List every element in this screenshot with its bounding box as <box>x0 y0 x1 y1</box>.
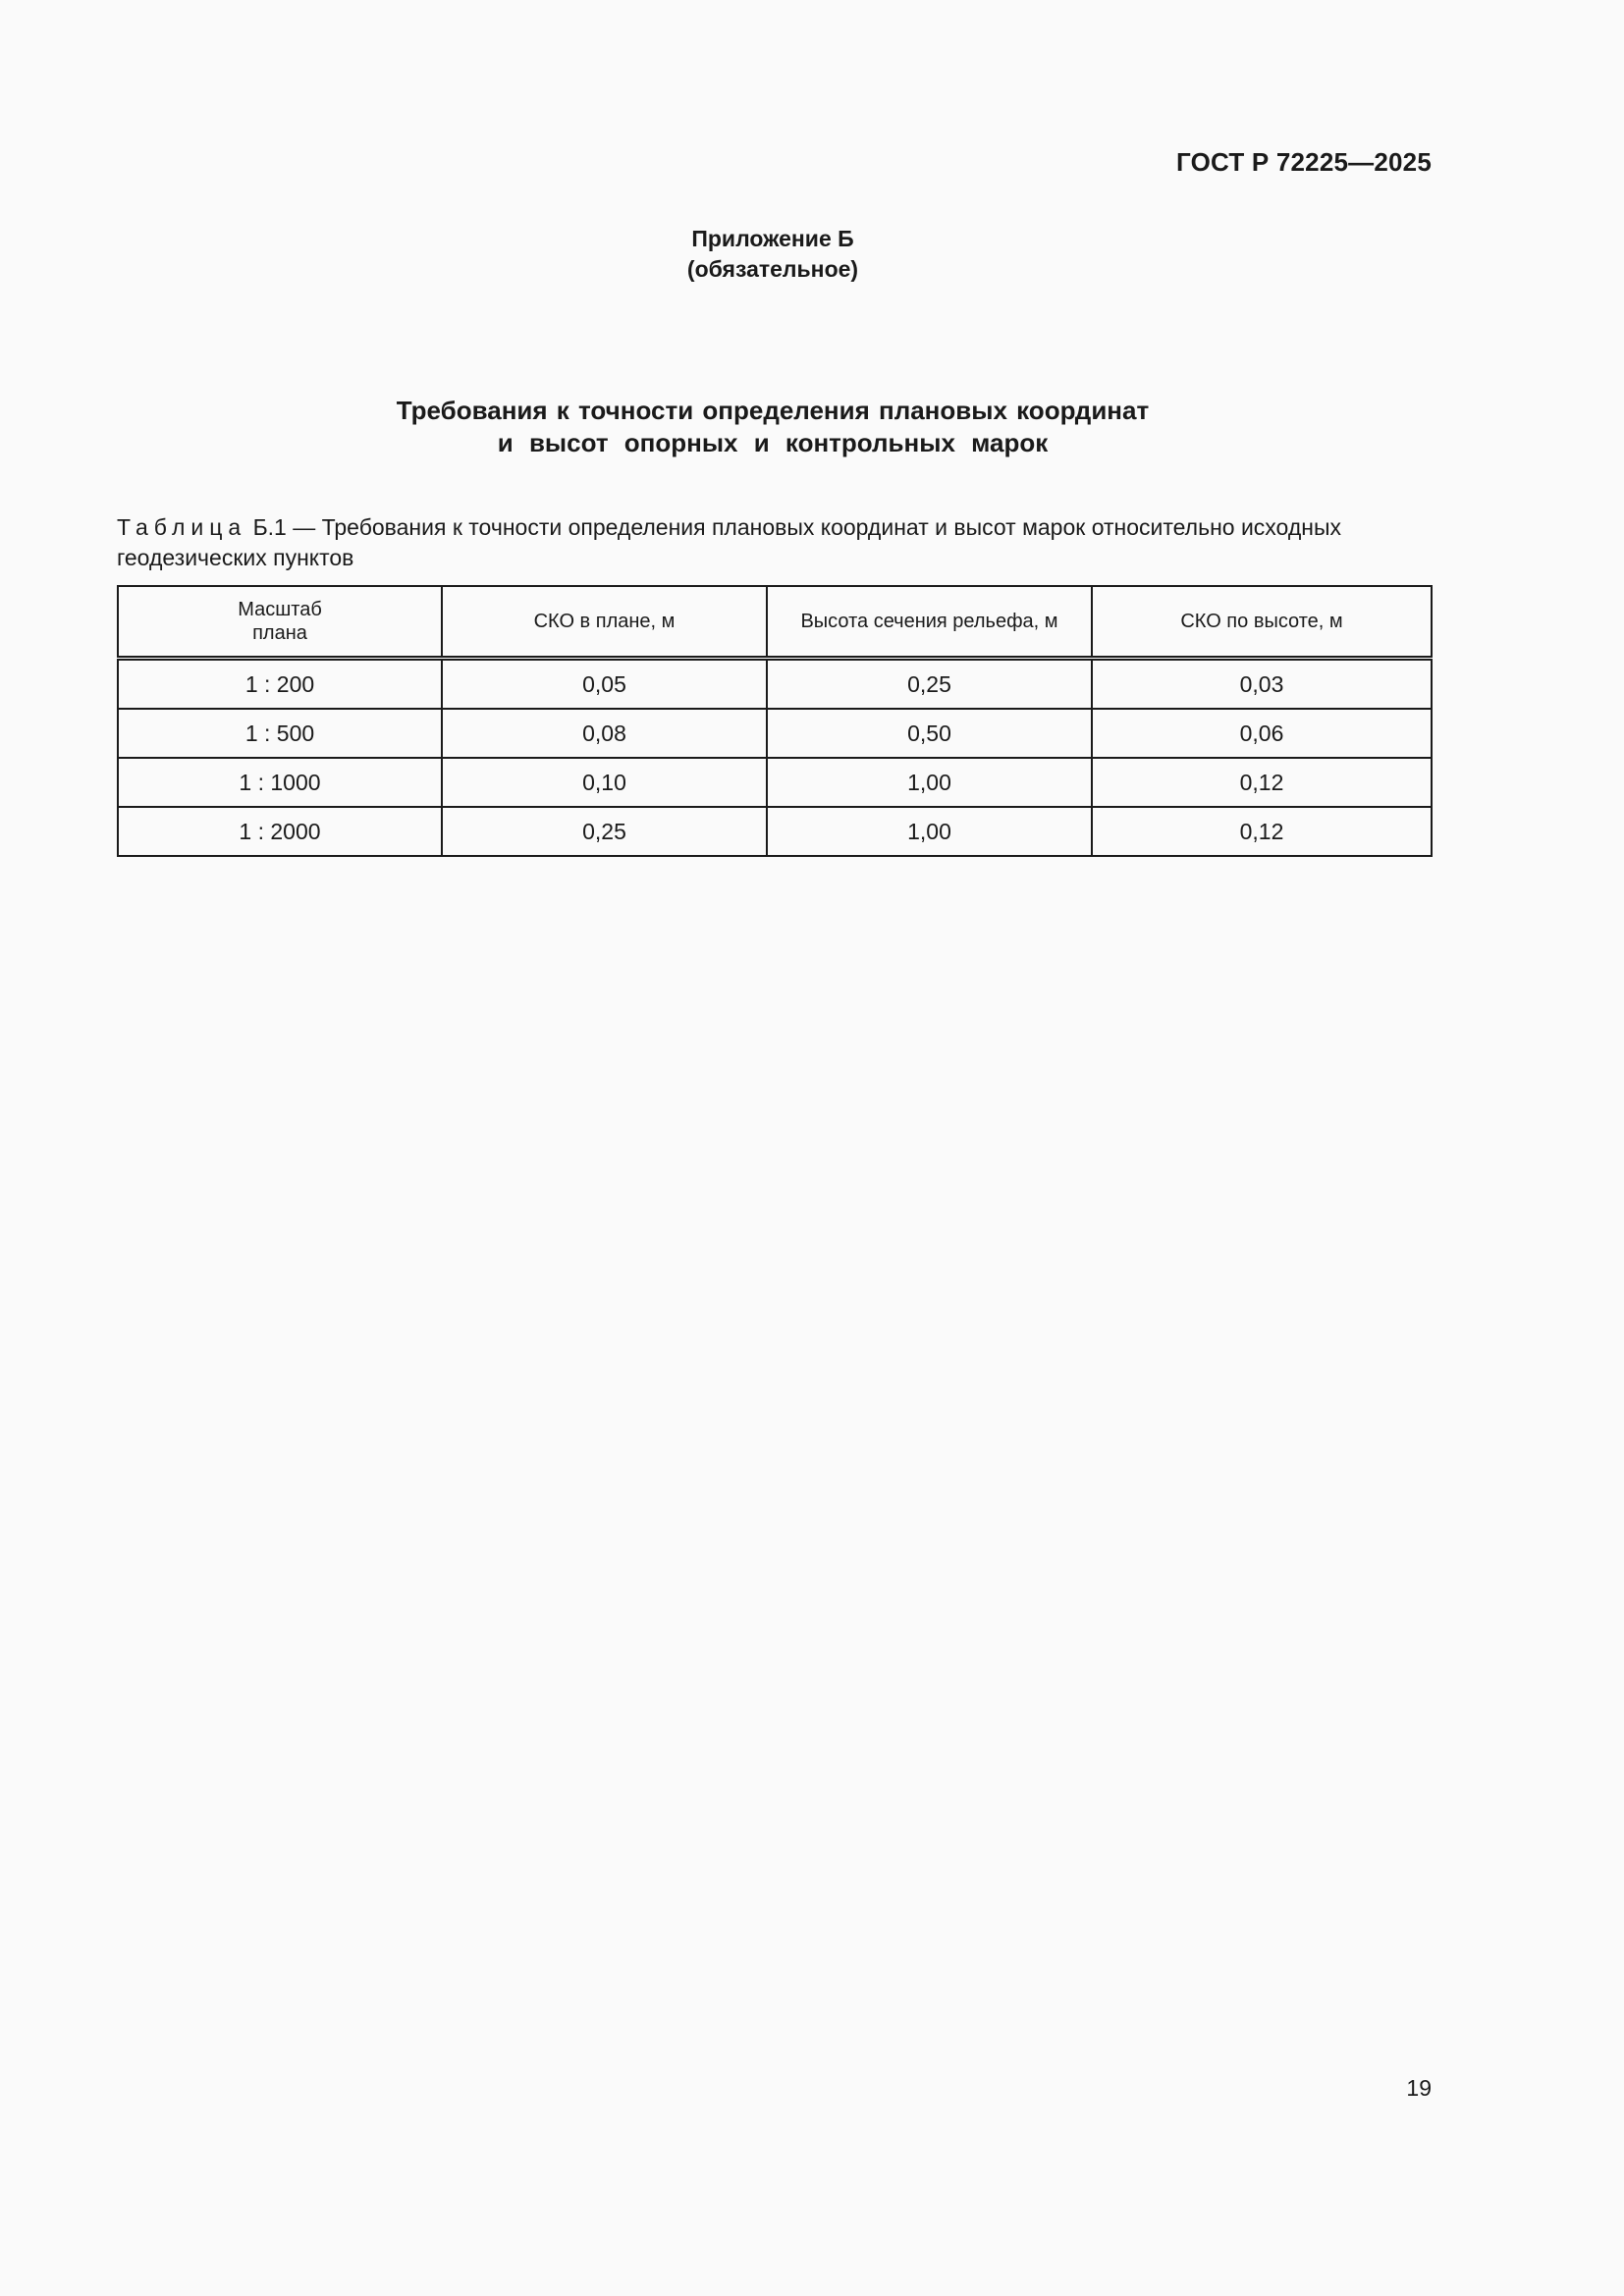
cell-scale: 1 : 500 <box>118 709 442 758</box>
header-height-rmse: СКО по высоте, м <box>1092 586 1432 659</box>
table-row <box>118 659 1432 710</box>
cell-height-rmse: 0,12 <box>1092 758 1432 807</box>
cell-plan-rmse: 0,10 <box>442 758 767 807</box>
section-title-line-2: и высот опорных и контрольных марок <box>497 428 1049 457</box>
cell-contour-interval: 0,50 <box>767 709 1092 758</box>
appendix-title: Приложение Б <box>691 226 854 251</box>
cell-scale: 1 : 2000 <box>118 807 442 856</box>
header-scale <box>118 586 442 659</box>
cell-plan-rmse: 0,08 <box>442 709 767 758</box>
cell-contour-interval: 1,00 <box>767 807 1092 856</box>
section-title-line-1: Требования к точности определения плановых координат <box>396 396 1150 425</box>
table-header-row <box>118 586 1432 659</box>
table-caption-text: Б.1 — Требования к точности определения плановых координат и высот марок относительно исходных геодезических пунктов <box>117 514 1341 570</box>
table-caption <box>117 512 1433 573</box>
cell-plan-rmse: 0,25 <box>442 807 767 856</box>
cell-height-rmse: 0,06 <box>1092 709 1432 758</box>
header-contour-interval: Высота сечения рельефа, м <box>767 586 1092 659</box>
document-code: ГОСТ Р 72225—2025 <box>1176 147 1432 177</box>
accuracy-requirements-table <box>117 585 1433 857</box>
cell-scale: 1 : 1000 <box>118 758 442 807</box>
appendix-heading <box>0 224 1545 285</box>
cell-scale: 1 : 200 <box>118 659 442 710</box>
table-caption-label: Таблица <box>117 514 247 540</box>
table-row <box>118 709 1432 758</box>
cell-height-rmse: 0,03 <box>1092 659 1432 710</box>
cell-contour-interval: 0,25 <box>767 659 1092 710</box>
appendix-status: (обязательное) <box>686 256 859 282</box>
page-number: 19 <box>1406 2075 1432 2101</box>
cell-plan-rmse: 0,05 <box>442 659 767 710</box>
header-scale-line-2: плана <box>252 622 307 644</box>
cell-contour-interval: 1,00 <box>767 758 1092 807</box>
cell-height-rmse: 0,12 <box>1092 807 1432 856</box>
table-row <box>118 807 1432 856</box>
header-plan-rmse: СКО в плане, м <box>442 586 767 659</box>
section-title <box>0 395 1545 459</box>
header-scale-line-1: Масштаб <box>238 599 322 620</box>
table-row <box>118 758 1432 807</box>
